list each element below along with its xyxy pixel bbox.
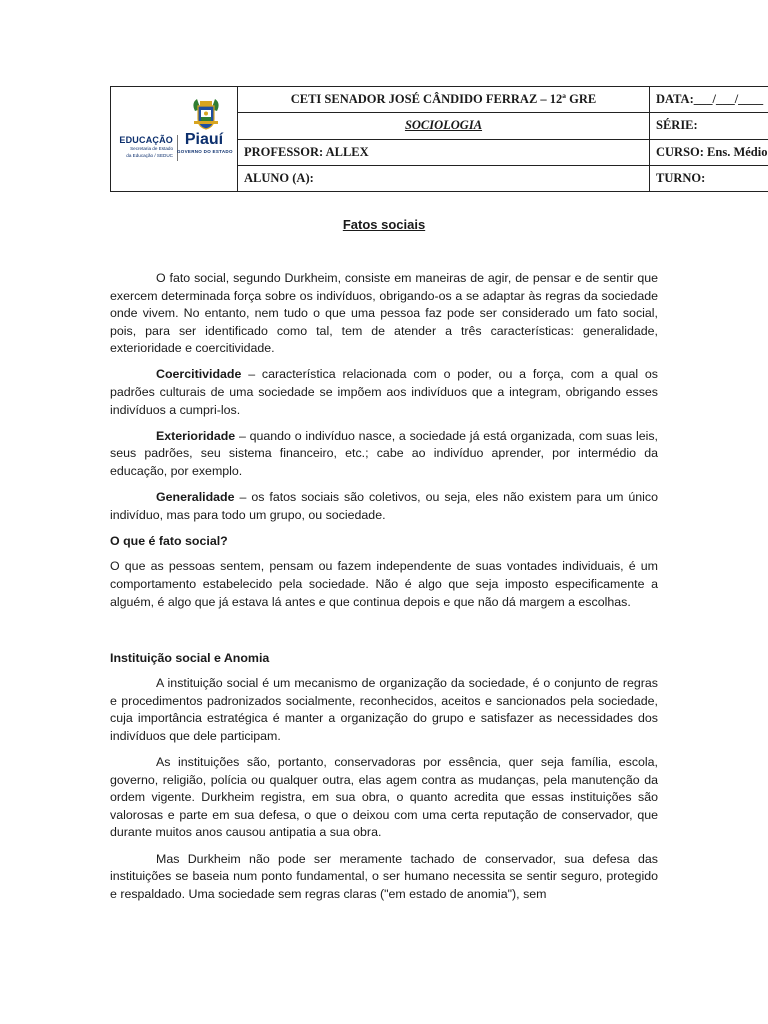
characteristic-text: – característica relacionada com o poder, ou a força, com a qual os padrões culturais de uma sociedade se impõem aos indivíduos que a integram, obrigando esses indivíduos a cumpri-los. (110, 367, 658, 417)
characteristic-coercitividade (110, 366, 658, 419)
education-title: EDUCAÇÃO (119, 135, 173, 145)
education-label (115, 135, 173, 158)
professor-field: PROFESSOR: ALLEX (238, 139, 650, 165)
characteristic-term: Exterioridade (156, 428, 236, 443)
section2-paragraph: Mas Durkheim não pode ser meramente tachado de conservador, sua defesa das instituições se baseia num ponto fundamental, o ser humano necessita se sentir seguro, protegido e respaldado. Uma sociedade sem regras claras ("em estado de anomia"), sem (110, 851, 658, 901)
date-field: DATA:___/___/____ (650, 87, 768, 113)
education-subtitle-1: Secretaria de Estado (130, 146, 173, 151)
school-name: CETI SENADOR JOSÉ CÂNDIDO FERRAZ – 12ª GRE (238, 87, 650, 113)
serie-field: SÉRIE: (650, 113, 768, 139)
characteristic-generalidade (110, 489, 658, 524)
education-subtitle-2: da Educação / SEDUC (126, 152, 173, 158)
piaui-title: Piauí (184, 131, 224, 148)
section2-heading: Instituição social e Anomia (110, 650, 270, 665)
section2-paragraph: As instituições são, portanto, conservadoras por essência, quer seja família, escola, governo, religião, polícia ou qualquer outra, elas agem contra as mudanças, pela manutenção da ordem vigente. Durkheim registra, em sua obra, o quanto acredita que essas instituições são valorosas e parte em sua defesa, o que o deixou com uma certa reputação de conservador, que durante muitos anos causou antipatia a sua obra. (110, 755, 658, 840)
section2-paragraph: A instituição social é um mecanismo de organização da sociedade, é o conjunto de regras e procedimentos padronizados socialmente, reconhecidos, aceitos e sancionados pela sociedade, cuja importância estratégica é manter a organização do grupo e satisfazer as necessidades dos indivíduos que dele participam. (110, 676, 658, 743)
shift-field: TURNO: (650, 165, 768, 191)
student-field: ALUNO (A): (238, 165, 650, 191)
logo-cell (111, 87, 238, 192)
piaui-subtitle: GOVERNO DO ESTADO (177, 149, 233, 154)
characteristic-exterioridade (110, 428, 658, 481)
header-table (110, 86, 768, 192)
piaui-crest-icon (187, 97, 225, 131)
subject-cell (238, 113, 650, 139)
characteristic-term: Coercitividade (156, 367, 242, 382)
document-body (110, 270, 658, 912)
seduc-piaui-logo (111, 87, 237, 191)
question-heading: O que é fato social? (110, 533, 228, 548)
question-answer: O que as pessoas sentem, pensam ou fazem independente de suas vontades individuais, é um comportamento estabelecido pela sociedade. Não é algo que seja imposto especificamente a alguém, é algo que já estava lá antes e que continua depois e que não dá margem a escolhas. (110, 559, 658, 609)
characteristic-text: – quando o indivíduo nasce, a sociedade já está organizada, com suas leis, seus padrões, seu sistema financeiro, etc.; cabe ao indivíduo aprender, por intermédio da educação, por exemplo. (110, 428, 658, 478)
section-spacer (110, 620, 658, 650)
characteristic-text: – os fatos sociais são coletivos, ou seja, eles não existem para um único indivíduo, mas para todo um grupo, ou sociedade. (110, 490, 658, 522)
characteristic-term: Generalidade (156, 490, 235, 505)
intro-paragraph: O fato social, segundo Durkheim, consiste em maneiras de agir, de pensar e de sentir que exercem determinada força sobre os indivíduos, obrigando-os a se adaptar às regras da sociedade onde vivem. No entanto, nem tudo o que uma pessoa faz pode ser considerado um fato social, pois, para ser identificado como tal, tem de atender a três características: generalidade, exterioridade e coercitividade. (110, 271, 658, 356)
course-field: CURSO: Ens. Médio (650, 139, 768, 165)
subject-name: SOCIOLOGIA (404, 118, 483, 133)
document-title: Fatos sociais (342, 217, 426, 232)
piaui-label (177, 131, 231, 154)
